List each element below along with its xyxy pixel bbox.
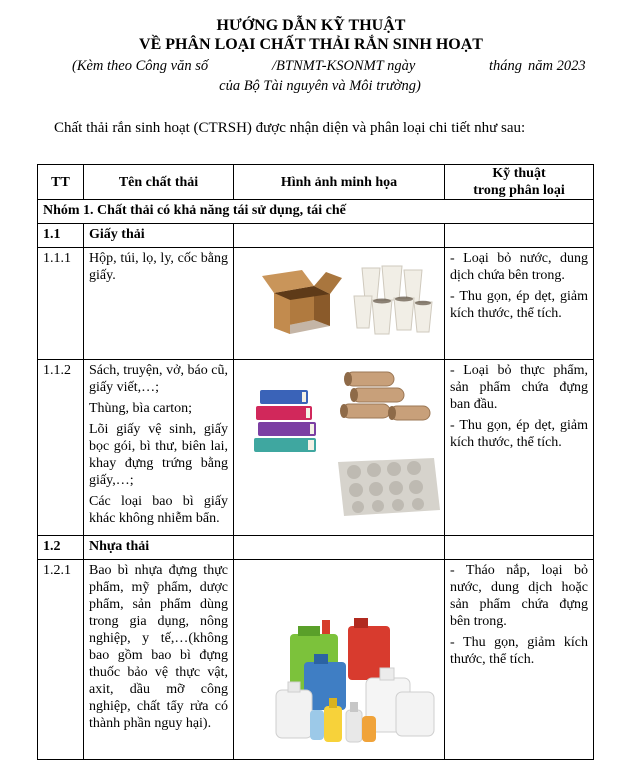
technique-cell bbox=[445, 560, 594, 760]
illustration-cell bbox=[234, 360, 445, 536]
waste-name-text: Các loại bao bì giấy khác không nhiễm bẩn. bbox=[89, 494, 228, 526]
section-row bbox=[38, 536, 594, 560]
technique-step: - Thu gọn, ép dẹt, giảm kích thước, thể tích. bbox=[450, 289, 588, 321]
header-technique bbox=[445, 165, 594, 200]
section-number: 1.1 bbox=[38, 224, 84, 248]
header-technique-line2: trong phân loại bbox=[473, 183, 565, 198]
row-number: 1.1.1 bbox=[38, 248, 84, 360]
plastic-containers-image bbox=[234, 560, 444, 756]
waste-name bbox=[84, 360, 234, 536]
waste-name-text: Bao bì nhựa đựng thực phẩm, mỹ phẩm, dược phẩm, sản phẩm dùng trong gia dụng, nông nghiệp, y tế,…(không bao gồm bao bì đựng thuốc bảo vệ thực vật, axit, dầu mỡ công nghiệp, chất tẩy rửa có thành phần nguy hại). bbox=[89, 563, 228, 731]
group-1-title: Nhóm 1. Chất thải có khả năng tái sử dụng, tái chế bbox=[38, 200, 594, 224]
table-row bbox=[38, 560, 594, 760]
table-row bbox=[38, 360, 594, 536]
subtitle-part-d: năm 2023 bbox=[528, 58, 586, 74]
subtitle-part-c: tháng bbox=[489, 58, 523, 74]
empty-cell bbox=[445, 536, 594, 560]
waste-name-text: Hộp, túi, lọ, ly, cốc bằng giấy. bbox=[89, 251, 228, 283]
doc-title-line1: HƯỚNG DẪN KỸ THUẬT bbox=[216, 17, 406, 34]
technique-step: - Thu gọn, ép dẹt, giảm kích thước, thể tích. bbox=[450, 418, 588, 450]
empty-cell bbox=[445, 224, 594, 248]
doc-title-line2: VỀ PHÂN LOẠI CHẤT THẢI RẮN SINH HOẠT bbox=[139, 36, 483, 53]
technique-step: - Loại bỏ nước, dung dịch chứa bên trong. bbox=[450, 251, 588, 283]
header-name: Tên chất thải bbox=[84, 165, 234, 200]
row-number: 1.2.1 bbox=[38, 560, 84, 760]
waste-name bbox=[84, 248, 234, 360]
empty-cell bbox=[234, 224, 445, 248]
technique-step: - Thu gọn, giảm kích thước, thể tích. bbox=[450, 635, 588, 667]
header-technique-line1: Kỹ thuật bbox=[492, 166, 546, 181]
header-image: Hình ảnh minh họa bbox=[234, 165, 445, 200]
empty-cell bbox=[234, 536, 445, 560]
section-number: 1.2 bbox=[38, 536, 84, 560]
row-number: 1.1.2 bbox=[38, 360, 84, 536]
illustration-cell bbox=[234, 560, 445, 760]
section-row bbox=[38, 224, 594, 248]
waste-name-text: Lõi giấy vệ sinh, giấy bọc gói, bì thư, biên lai, khay đựng trứng bằng giấy,…; bbox=[89, 422, 228, 488]
classification-table bbox=[37, 164, 594, 760]
subtitle-part-a: (Kèm theo Công văn số bbox=[72, 58, 209, 74]
section-label: Giấy thải bbox=[84, 224, 234, 248]
header-tt: TT bbox=[38, 165, 84, 200]
subtitle-part-b: /BTNMT-KSONMT ngày bbox=[272, 58, 416, 74]
books-tubes-egg-tray-image bbox=[234, 360, 444, 532]
technique-cell bbox=[445, 360, 594, 536]
doc-subtitle-line2: của Bộ Tài nguyên và Môi trường) bbox=[219, 78, 421, 94]
illustration-cell bbox=[234, 248, 445, 360]
technique-step: - Tháo nắp, loại bỏ nước, dung dịch hoặc sản phẩm chứa đựng bên trong. bbox=[450, 563, 588, 629]
waste-name-text: Sách, truyện, vở, báo cũ, giấy viết,…; bbox=[89, 363, 228, 395]
waste-name-text: Thùng, bìa carton; bbox=[89, 401, 193, 416]
waste-name bbox=[84, 560, 234, 760]
technique-cell bbox=[445, 248, 594, 360]
section-label: Nhựa thải bbox=[84, 536, 234, 560]
table-row bbox=[38, 248, 594, 360]
intro-paragraph: Chất thải rắn sinh hoạt (CTRSH) được nhận diện và phân loại chi tiết như sau: bbox=[54, 120, 526, 136]
technique-step: - Loại bỏ thực phẩm, sản phẩm chứa đựng ban đầu. bbox=[450, 363, 588, 412]
table-header-row bbox=[38, 165, 594, 200]
cardboard-box-and-paper-cups-image bbox=[234, 248, 444, 358]
group-row bbox=[38, 200, 594, 224]
